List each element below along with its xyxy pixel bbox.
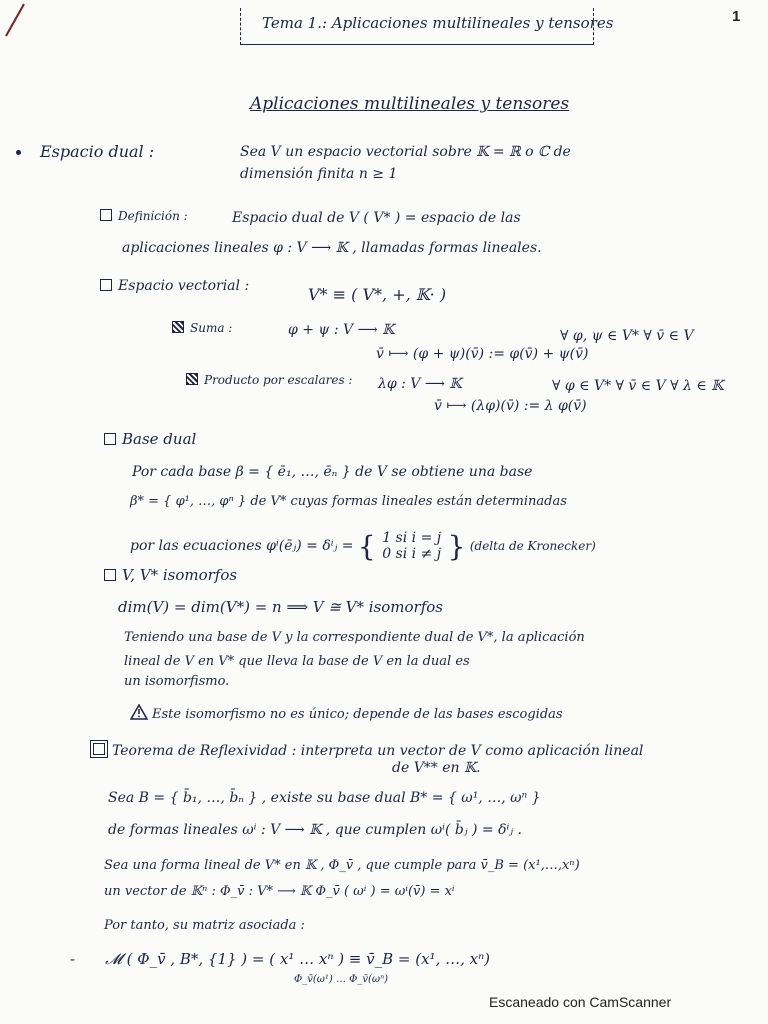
case-1: 1 si i = j bbox=[382, 530, 442, 546]
producto-line-2: v̄ ⟼ (λφ)(v̄) := λ φ(v̄) bbox=[434, 398, 587, 414]
bullet-icon bbox=[16, 150, 21, 155]
checkbox-icon bbox=[104, 569, 116, 581]
definicion-row bbox=[100, 208, 188, 224]
page-title: Aplicaciones multilineales y tensores bbox=[250, 94, 570, 114]
isomorfos-dim-line: dim(V) = dim(V*) = n ⟹ V ≅ V* isomorfos bbox=[118, 598, 443, 616]
reflexividad-row bbox=[90, 740, 643, 759]
base-dual-line-1: Por cada base β = { ē₁, …, ēₙ } de V se obtiene una base bbox=[132, 464, 533, 480]
suma-line-2: v̄ ⟼ (φ + ψ)(v̄) := φ(v̄) + ψ(v̄) bbox=[376, 346, 589, 362]
reflexividad-sea-2: de formas lineales ωⁱ : V ⟶ 𝕂 , que cumplen ωⁱ( b̄ⱼ ) = δⁱⱼ . bbox=[108, 822, 522, 838]
espacio-vectorial-formula: V* ≡ ( V*, +, 𝕂· ) bbox=[308, 285, 447, 304]
header-title: Tema 1.: Aplicaciones multilineales y tensores bbox=[262, 14, 614, 32]
isomorfos-text-2: lineal de V en V* que lleva la base de V en la dual es bbox=[124, 654, 470, 669]
camscanner-watermark: Escaneado con CamScanner bbox=[489, 994, 672, 1010]
base-dual-label: Base dual bbox=[122, 430, 197, 448]
checkbox-icon bbox=[100, 209, 112, 221]
producto-condition: ∀ φ ∈ V* ∀ v̄ ∈ V ∀ λ ∈ 𝕂 bbox=[552, 378, 724, 394]
base-dual-line-3: por las ecuaciones φⁱ(ēⱼ) = δⁱⱼ = { 1 si i = j 0 si i ≠ j } (delta de Kronecker) bbox=[130, 530, 596, 563]
page-number: 1 bbox=[732, 8, 741, 25]
ecuaciones-text: por las ecuaciones φⁱ(ēⱼ) = δⁱⱼ = bbox=[130, 538, 354, 554]
isomorfos-row bbox=[104, 566, 237, 584]
dual-intro-1: Sea V un espacio vectorial sobre 𝕂 = ℝ o ℂ de bbox=[240, 144, 571, 160]
isomorfos-warning: Este isomorfismo no es único; depende de las bases escogidas bbox=[152, 707, 563, 722]
base-dual-line-2: β* = { φ¹, …, φⁿ } de V* cuyas formas lineales están determinadas bbox=[130, 494, 567, 509]
base-dual-row bbox=[104, 430, 196, 448]
reflexividad-forma-2: un vector de 𝕂ⁿ : Φ_v̄ : V* ⟶ 𝕂 Φ_v̄ ( ωⁱ ) = ωⁱ(v̄) = xⁱ bbox=[104, 884, 455, 899]
definicion-line-1: Espacio dual de V ( V* ) = espacio de las bbox=[232, 210, 521, 226]
suma-line-1: φ + ψ : V ⟶ 𝕂 bbox=[288, 322, 395, 338]
double-checkbox-icon bbox=[90, 740, 108, 758]
suma-condition: ∀ φ, ψ ∈ V* ∀ v̄ ∈ V bbox=[560, 328, 694, 344]
producto-label: Producto por escalares : bbox=[204, 373, 353, 387]
case-2: 0 si i ≠ j bbox=[382, 546, 442, 562]
checked-box-icon bbox=[186, 373, 198, 385]
reflexividad-matriz: - 𝓜 ( Φ_v̄ , B*, {1} ) = ( x¹ … xⁿ ) ≡ v̄_B = (x¹, …, xⁿ) bbox=[70, 950, 491, 968]
espacio-vectorial-row bbox=[100, 278, 249, 294]
dual-heading: Espacio dual : bbox=[40, 142, 155, 161]
reflexividad-por-tanto: Por tanto, su matriz asociada : bbox=[104, 918, 305, 933]
kronecker-cases bbox=[382, 530, 441, 562]
espacio-vectorial-label: Espacio vectorial : bbox=[118, 278, 250, 294]
reflexividad-label-2: de V** en 𝕂. bbox=[392, 760, 481, 776]
matriz-formula: 𝓜 ( Φ_v̄ , B*, {1} ) = ( x¹ … xⁿ ) ≡ v̄_B = (x¹, …, xⁿ) bbox=[105, 950, 491, 968]
isomorfos-text-1: Teniendo una base de V y la correspondiente dual de V*, la aplicación bbox=[124, 630, 585, 645]
reflexividad-forma-1: Sea una forma lineal de V* en 𝕂 , Φ_v̄ , que cumple para v̄_B = (x¹,…,xⁿ) bbox=[104, 858, 580, 873]
definicion-label: Definición : bbox=[118, 209, 188, 223]
checkbox-icon bbox=[104, 433, 116, 445]
reflexividad-label: Teorema de Reflexividad : interpreta un vector de V como aplicación lineal bbox=[112, 743, 644, 759]
suma-row bbox=[172, 320, 232, 336]
definicion-line-2: aplicaciones lineales φ : V ⟶ 𝕂 , llamadas formas lineales. bbox=[122, 240, 542, 256]
warning-icon bbox=[130, 704, 148, 720]
suma-label: Suma : bbox=[190, 321, 233, 335]
producto-row bbox=[186, 372, 352, 388]
reflexividad-sea-1: Sea B = { b̄₁, …, b̄ₙ } , existe su base dual B* = { ω¹, …, ωⁿ } bbox=[108, 790, 541, 806]
producto-line-1: λφ : V ⟶ 𝕂 bbox=[378, 376, 462, 392]
corner-pen-stroke bbox=[0, 0, 40, 40]
kronecker-note: (delta de Kronecker) bbox=[469, 539, 596, 553]
isomorfos-label: V, V* isomorfos bbox=[122, 566, 238, 584]
isomorfos-warning-row bbox=[130, 704, 563, 722]
dual-intro-2: dimensión finita n ≥ 1 bbox=[240, 166, 398, 182]
isomorfos-text-3: un isomorfismo. bbox=[124, 674, 230, 689]
matriz-subscript: Φ_v̄(ω¹) … Φ_v̄(ωⁿ) bbox=[294, 974, 389, 985]
checkbox-icon bbox=[100, 279, 112, 291]
checked-box-icon bbox=[172, 321, 184, 333]
